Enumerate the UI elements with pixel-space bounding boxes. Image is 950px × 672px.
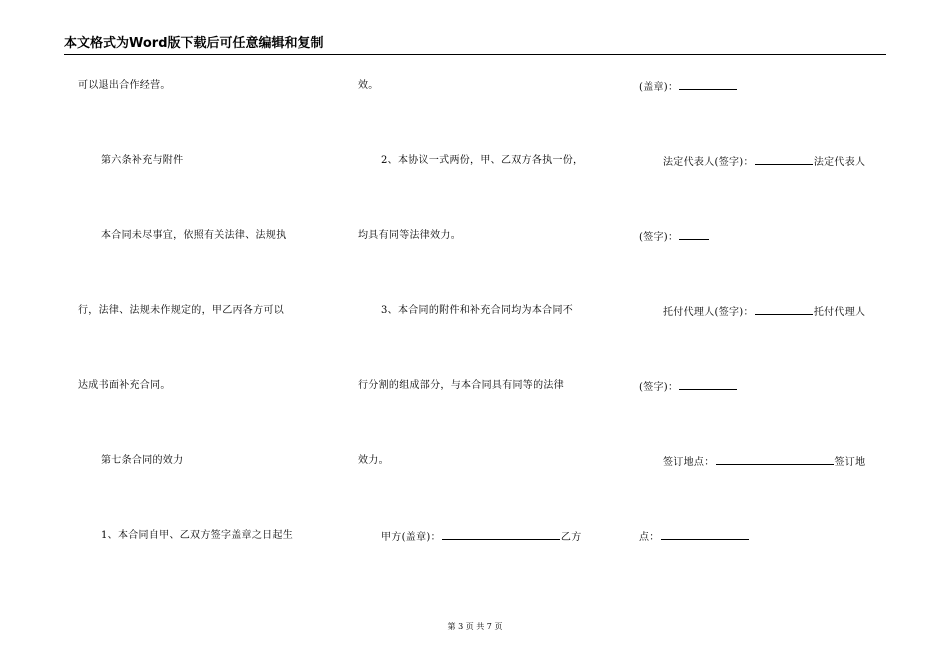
middle-line-1: 效。 — [358, 80, 379, 91]
right-line-6 — [663, 455, 865, 469]
left-line-7: 1、本合同自甲、乙双方签字盖章之日起生 — [101, 530, 294, 541]
legal-rep-sign-label: 法定代表人(签字)： — [663, 157, 754, 168]
middle-line-3: 均具有同等法律效力。 — [358, 230, 461, 241]
party-a-seal-label: 甲方(盖章)： — [381, 532, 441, 543]
legal-rep-label: 法定代表人 — [813, 157, 866, 168]
page-number: 第 3 页 共 7 页 — [447, 622, 503, 631]
signing-place-label: 签订地点： — [663, 457, 715, 468]
signing-place-blank — [716, 455, 834, 465]
left-line-3: 本合同未尽事宜，依照有关法律、法规执 — [101, 230, 287, 241]
left-line-2: 第六条补充与附件 — [101, 155, 184, 166]
sign-blank-2 — [679, 380, 737, 390]
legal-rep-blank — [755, 155, 813, 165]
right-line-3 — [639, 230, 710, 244]
signature-blank — [442, 530, 560, 540]
party-b-label: 乙方 — [560, 532, 582, 543]
header-title: 本文格式为Word版下载后可任意编辑和复制 — [64, 36, 324, 51]
agent-blank — [755, 305, 813, 315]
agent-label: 托付代理人 — [813, 307, 866, 318]
right-line-5 — [639, 380, 738, 394]
right-line-4 — [663, 305, 865, 319]
seal-blank — [679, 80, 737, 90]
left-line-6: 第七条合同的效力 — [101, 455, 184, 466]
right-line-7 — [639, 530, 750, 544]
middle-line-4: 3、本合同的附件和补充合同均为本合同不 — [381, 305, 574, 316]
document-header — [64, 36, 886, 55]
left-line-1: 可以退出合作经营。 — [78, 80, 171, 91]
signing-place-tail: 签订地 — [834, 457, 866, 468]
agent-sign-label: 托付代理人(签字)： — [663, 307, 754, 318]
sign-label-2: (签字)： — [639, 382, 679, 393]
left-line-4: 行，法律、法规未作规定的，甲乙丙各方可以 — [78, 305, 284, 316]
place-label: 点： — [639, 532, 660, 543]
middle-line-2: 2、本协议一式两份，甲、乙双方各执一份， — [381, 155, 584, 166]
right-line-2 — [663, 155, 865, 169]
place-blank — [661, 530, 749, 540]
seal-label: (盖章)： — [639, 82, 679, 93]
middle-line-5: 行分割的组成部分，与本合同具有同等的法律 — [358, 380, 564, 391]
party-a-seal-line — [381, 530, 582, 544]
left-line-5: 达成书面补充合同。 — [78, 380, 171, 391]
sign-label: (签字)： — [639, 232, 679, 243]
sign-blank — [679, 230, 709, 240]
right-line-1 — [639, 80, 738, 94]
middle-line-6: 效力。 — [358, 455, 389, 466]
